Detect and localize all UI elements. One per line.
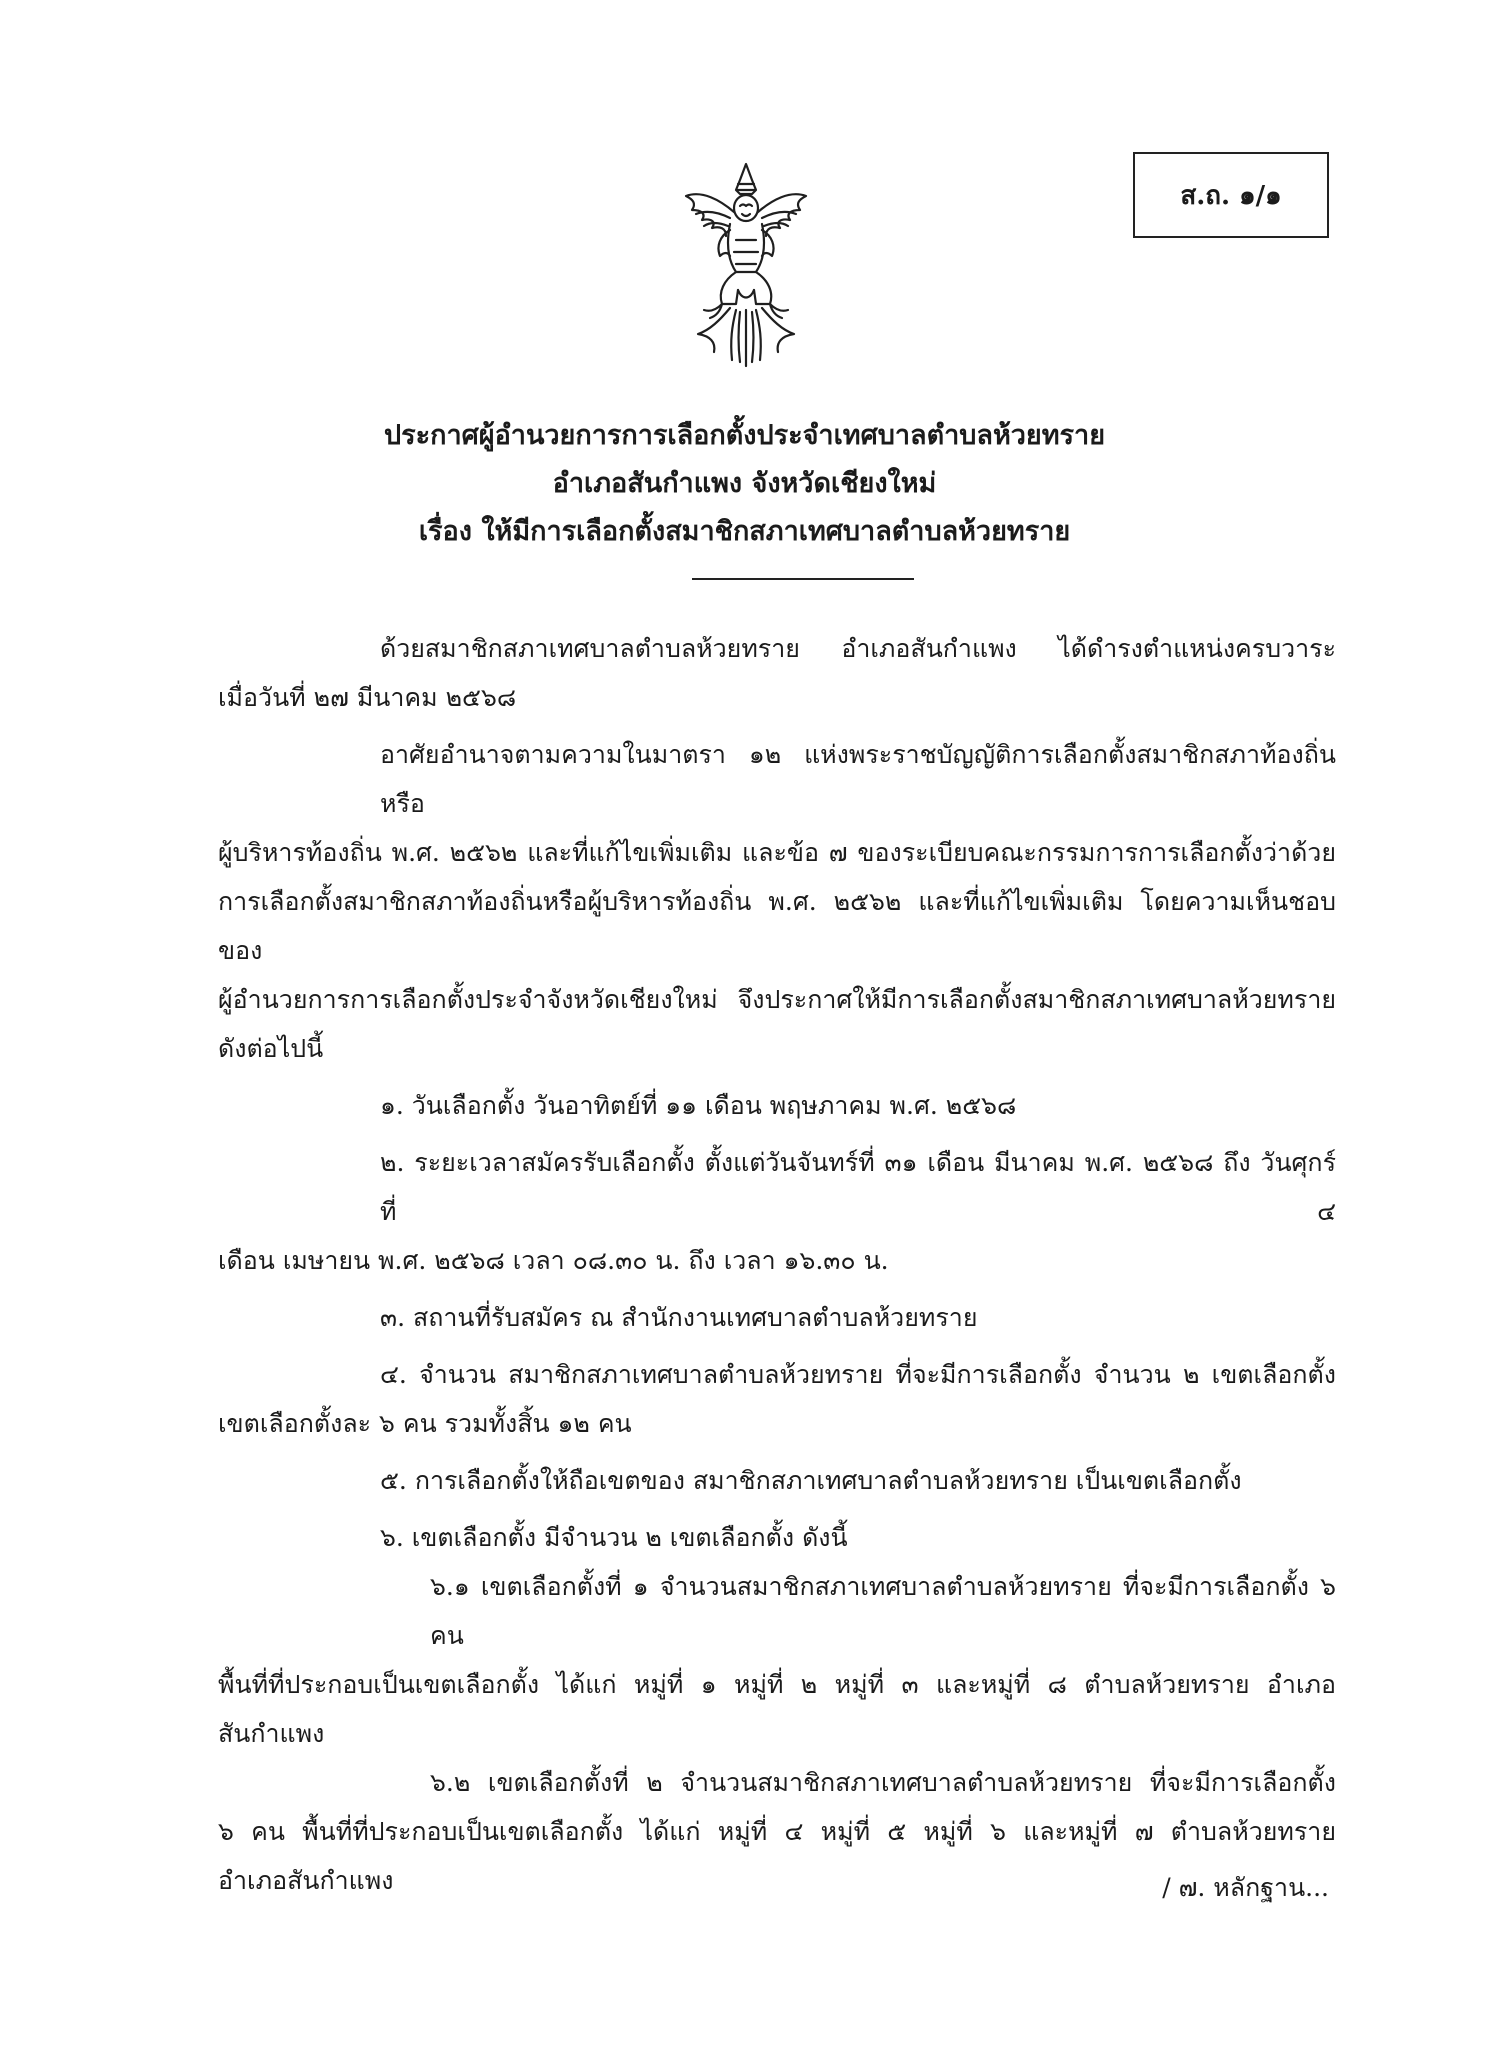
- paragraph-2-line-5: ดังต่อไปนี้: [218, 1034, 324, 1063]
- paragraph-2-line-4: ผู้อำนวยการการเลือกตั้งประจำจังหวัดเชียงใหม่ จึงประกาศให้มีการเลือกตั้งสมาชิกสภาเทศบาลห้วยทราย: [218, 985, 1336, 1014]
- item-6-districts: ๖. เขตเลือกตั้ง มีจำนวน ๒ เขตเลือกตั้ง ดังนี้: [380, 1523, 848, 1552]
- title-line-2: อำเภอสันกำแพง จังหวัดเชียงใหม่: [552, 468, 937, 499]
- title-subject: เรื่อง ให้มีการเลือกตั้งสมาชิกสภาเทศบาลตำบลห้วยทราย: [418, 516, 1071, 547]
- item-3-venue: ๓. สถานที่รับสมัคร ณ สำนักงานเทศบาลตำบลห้วยทราย: [380, 1303, 978, 1332]
- item-6-1-line-1: ๖.๑ เขตเลือกตั้งที่ ๑ จำนวนสมาชิกสภาเทศบาลตำบลห้วยทราย ที่จะมีการเลือกตั้ง ๖ คน: [430, 1572, 1336, 1650]
- announcement-body: [218, 624, 1336, 1905]
- announcement-title: [300, 412, 1189, 556]
- item-2-line-2: เดือน เมษายน พ.ศ. ๒๕๖๘ เวลา ๐๘.๓๐ น. ถึง เวลา ๑๖.๓๐ น.: [218, 1246, 889, 1275]
- item-6-2-line-2: ๖ คน พื้นที่ที่ประกอบเป็นเขตเลือกตั้ง ได้แก่ หมู่ที่ ๔ หมู่ที่ ๕ หมู่ที่ ๖ และหมู่ที่ ๗ ตำบลห้วยทราย: [218, 1817, 1336, 1846]
- paragraph-1-line-1: ด้วยสมาชิกสภาเทศบาลตำบลห้วยทราย อำเภอสันกำแพง ได้ดำรงตำแหน่งครบวาระ: [380, 634, 1336, 663]
- paragraph-1-line-2: เมื่อวันที่ ๒๗ มีนาคม ๒๕๖๘: [218, 683, 517, 712]
- form-code-box: [1133, 152, 1329, 238]
- form-code-label: ส.ถ. ๑/๑: [1180, 180, 1282, 211]
- garuda-emblem-icon: [680, 160, 812, 370]
- item-5-constituency: ๕. การเลือกตั้งให้ถือเขตของ สมาชิกสภาเทศบาลตำบลห้วยทราย เป็นเขตเลือกตั้ง: [380, 1466, 1242, 1495]
- item-1-election-date: ๑. วันเลือกตั้ง วันอาทิตย์ที่ ๑๑ เดือน พฤษภาคม พ.ศ. ๒๕๖๘: [380, 1091, 1017, 1120]
- item-6-2-line-3: อำเภอสันกำแพง: [218, 1866, 394, 1895]
- item-6-2-line-1: ๖.๒ เขตเลือกตั้งที่ ๒ จำนวนสมาชิกสภาเทศบาลตำบลห้วยทราย ที่จะมีการเลือกตั้ง: [430, 1768, 1336, 1797]
- item-4-line-1: ๔. จำนวน สมาชิกสภาเทศบาลตำบลห้วยทราย ที่จะมีการเลือกตั้ง จำนวน ๒ เขตเลือกตั้ง: [380, 1360, 1336, 1389]
- title-divider: [692, 578, 914, 580]
- title-line-1: ประกาศผู้อำนวยการการเลือกตั้งประจำเทศบาลตำบลห้วยทราย: [383, 420, 1106, 451]
- item-2-line-1: ๒. ระยะเวลาสมัครรับเลือกตั้ง ตั้งแต่วันจันทร์ที่ ๓๑ เดือน มีนาคม พ.ศ. ๒๕๖๘ ถึง วันศุกร์ ที่ ๔: [380, 1148, 1336, 1226]
- item-6-1-line-2: พื้นที่ที่ประกอบเป็นเขตเลือกตั้ง ได้แก่ หมู่ที่ ๑ หมู่ที่ ๒ หมู่ที่ ๓ และหมู่ที่ ๘ ตำบลห้วยทราย อำเภอสันกำแพง: [218, 1670, 1336, 1748]
- item-4-line-2: เขตเลือกตั้งละ ๖ คน รวมทั้งสิ้น ๑๒ คน: [218, 1409, 632, 1438]
- paragraph-2-line-1: อาศัยอำนาจตามความในมาตรา ๑๒ แห่งพระราชบัญญัติการเลือกตั้งสมาชิกสภาท้องถิ่นหรือ: [380, 740, 1336, 818]
- paragraph-2-line-2: ผู้บริหารท้องถิ่น พ.ศ. ๒๕๖๒ และที่แก้ไขเพิ่มเติม และข้อ ๗ ของระเบียบคณะกรรมการการเลือกตั้งว่าด้วย: [218, 838, 1336, 867]
- paragraph-2-line-3: การเลือกตั้งสมาชิกสภาท้องถิ่นหรือผู้บริหารท้องถิ่น พ.ศ. ๒๕๖๒ และที่แก้ไขเพิ่มเติม โดยความเห็นชอบของ: [218, 887, 1336, 965]
- continuation-note: / ๗. หลักฐาน...: [1162, 1873, 1329, 1902]
